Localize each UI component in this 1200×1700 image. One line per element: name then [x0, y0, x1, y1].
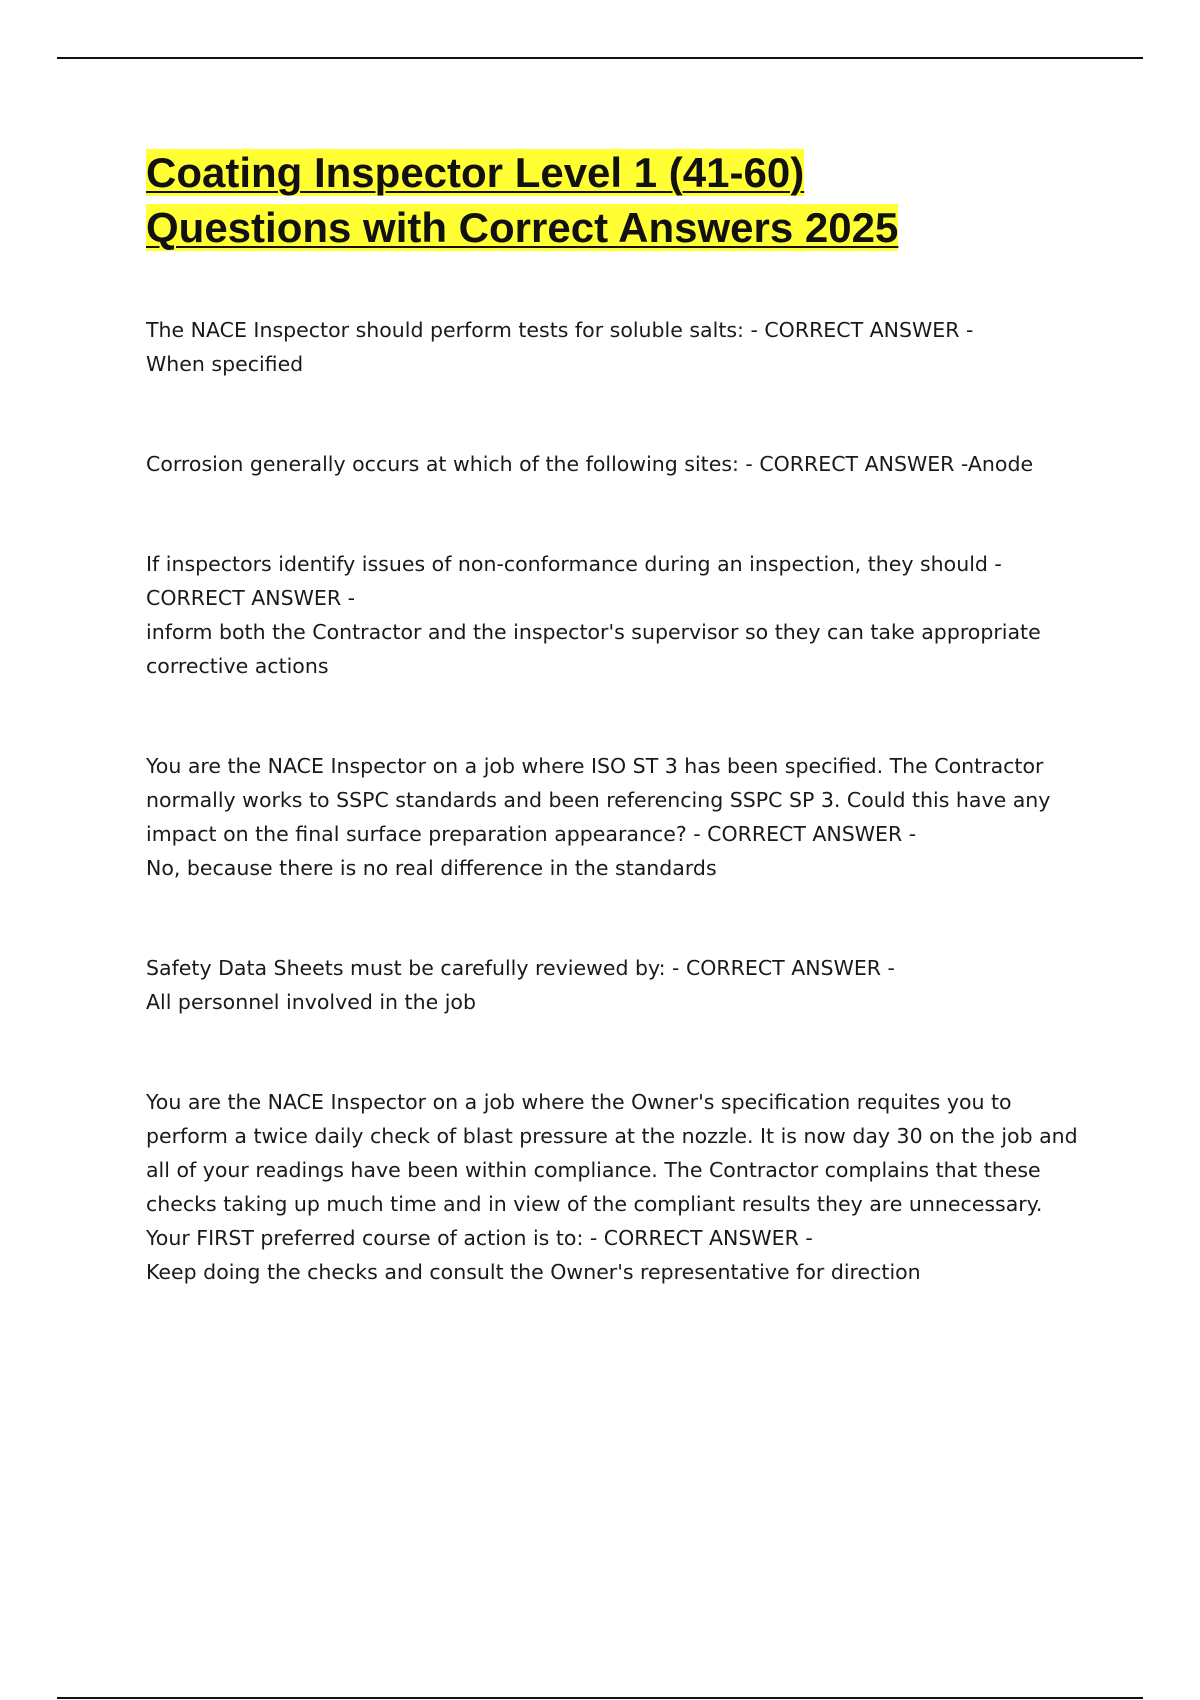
qa-item-4 — [146, 749, 1086, 885]
answer-text: Keep doing the checks and consult the Owner's representative for direction — [146, 1260, 921, 1284]
footer-rule — [57, 1697, 1143, 1699]
question-text: The NACE Inspector should perform tests for soluble salts: - CORRECT ANSWER - — [146, 318, 974, 342]
question-text: You are the NACE Inspector on a job where ISO ST 3 has been specified. The Contractor normally works to SSPC standards and been referencing SSPC SP 3. Could this have any impact on the final surface preparation appearance? - CORRECT ANSWER - — [146, 754, 1051, 846]
question-text: Corrosion generally occurs at which of the following sites: - CORRECT ANSWER -Anode — [146, 452, 1034, 476]
qa-item-1 — [146, 313, 1086, 381]
header-rule — [57, 57, 1143, 59]
answer-text: inform both the Contractor and the inspector's supervisor so they can take appropriate corrective actions — [146, 620, 1041, 678]
qa-item-2 — [146, 447, 1086, 481]
qa-item-6 — [146, 1085, 1086, 1289]
document-title — [146, 145, 1086, 255]
document-body — [146, 145, 1086, 1289]
answer-text: When specified — [146, 352, 304, 376]
answer-text: No, because there is no real difference in the standards — [146, 856, 717, 880]
question-text: You are the NACE Inspector on a job where the Owner's specification requites you to perform a twice daily check of blast pressure at the nozzle. It is now day 30 on the job and all of your readings have been within compliance. The Contractor complains that these checks taking up much time and in view of the compliant results they are unnecessary. Your FIRST preferred course of action is to: - CORRECT ANSWER - — [146, 1090, 1078, 1250]
question-text: If inspectors identify issues of non-conformance during an inspection, they should - CORRECT ANSWER - — [146, 552, 1002, 610]
question-text: Safety Data Sheets must be carefully reviewed by: - CORRECT ANSWER - — [146, 956, 895, 980]
qa-item-5 — [146, 951, 1086, 1019]
qa-item-3 — [146, 547, 1086, 683]
title-line-2: Questions with Correct Answers 2025 — [146, 204, 899, 251]
answer-text: All personnel involved in the job — [146, 990, 476, 1014]
title-line-1: Coating Inspector Level 1 (41-60) — [146, 149, 805, 196]
